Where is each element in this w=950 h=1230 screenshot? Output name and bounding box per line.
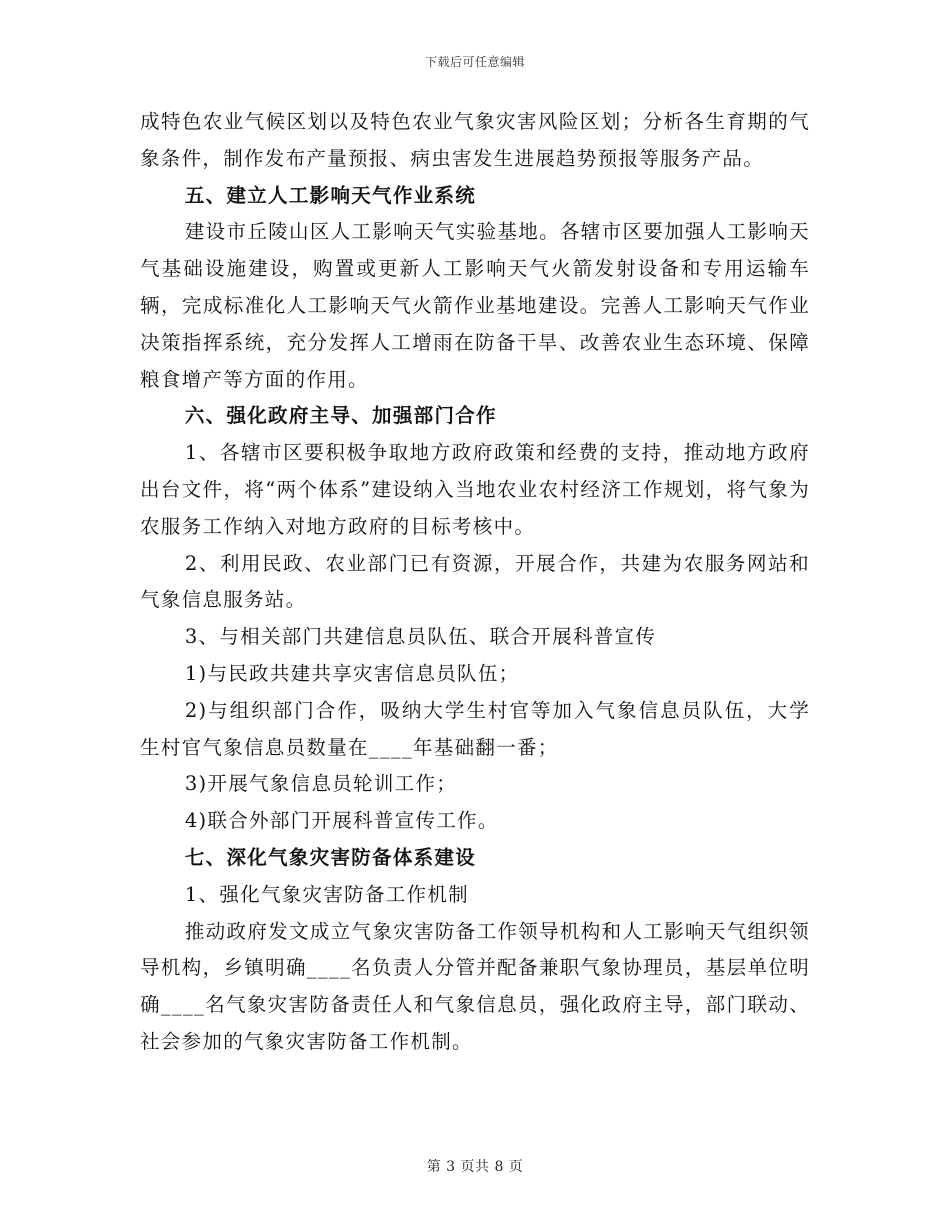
- sub-list-item: 2)与组织部门合作，吸纳大学生村官等加入气象信息员队伍，大学生村官气象信息员数量在____年基础翻一番；: [140, 698, 810, 759]
- sub-list-item: 3)开展气象信息员轮训工作；: [184, 772, 458, 796]
- paragraph: 建设市丘陵山区人工影响天气实验基地。各辖市区要加强人工影响天气基础设施建设，购置或更新人工影响天气火箭发射设备和专用运输车辆，完成标准化人工影响天气火箭作业基地建设。完善人工影响天气作业决策指挥系统，充分发挥人工增雨在防备干旱、改善农业生态环境、保障粮食增产等方面的作用。: [140, 220, 810, 391]
- section-heading-5: 五、建立人工影响天气作业系统: [184, 183, 477, 207]
- list-item: 2、利用民政、农业部门已有资源，开展合作，共建为农服务网站和气象信息服务站。: [140, 551, 810, 612]
- paragraph-continuation: 成特色农业气候区划以及特色农业气象灾害风险区划；分析各生育期的气象条件，制作发布产量预报、病虫害发生进展趋势预报等服务产品。: [140, 110, 810, 170]
- document-body: [140, 104, 810, 1061]
- page-number: 第 3 页共 8 页: [426, 1159, 524, 1175]
- list-item: 1、强化气象灾害防备工作机制: [184, 882, 469, 906]
- section-heading-6: 六、强化政府主导、加强部门合作: [184, 404, 497, 428]
- section-heading-7: 七、深化气象灾害防备体系建设: [184, 845, 477, 869]
- list-item: 3、与相关部门共建信息员队伍、联合开展科普宣传: [184, 625, 657, 649]
- paragraph: 推动政府发文成立气象灾害防备工作领导机构和人工影响天气组织领导机构，乡镇明确____名负责人分管并配备兼职气象协理员，基层单位明确____名气象灾害防备责任人和气象信息员，强化政府主导，部门联动、社会参加的气象灾害防备工作机制。: [140, 919, 810, 1053]
- sub-list-item: 4)联合外部门开展科普宣传工作。: [184, 809, 499, 833]
- header-note: 下载后可任意编辑: [424, 55, 525, 69]
- sub-list-item: 1)与民政共建共享灾害信息员队伍；: [184, 661, 520, 685]
- list-item: 1、各辖市区要积极争取地方政府政策和经费的支持，推动地方政府出台文件，将“两个体系”建设纳入当地农业农村经济工作规划，将气象为农服务工作纳入对地方政府的目标考核中。: [140, 441, 810, 538]
